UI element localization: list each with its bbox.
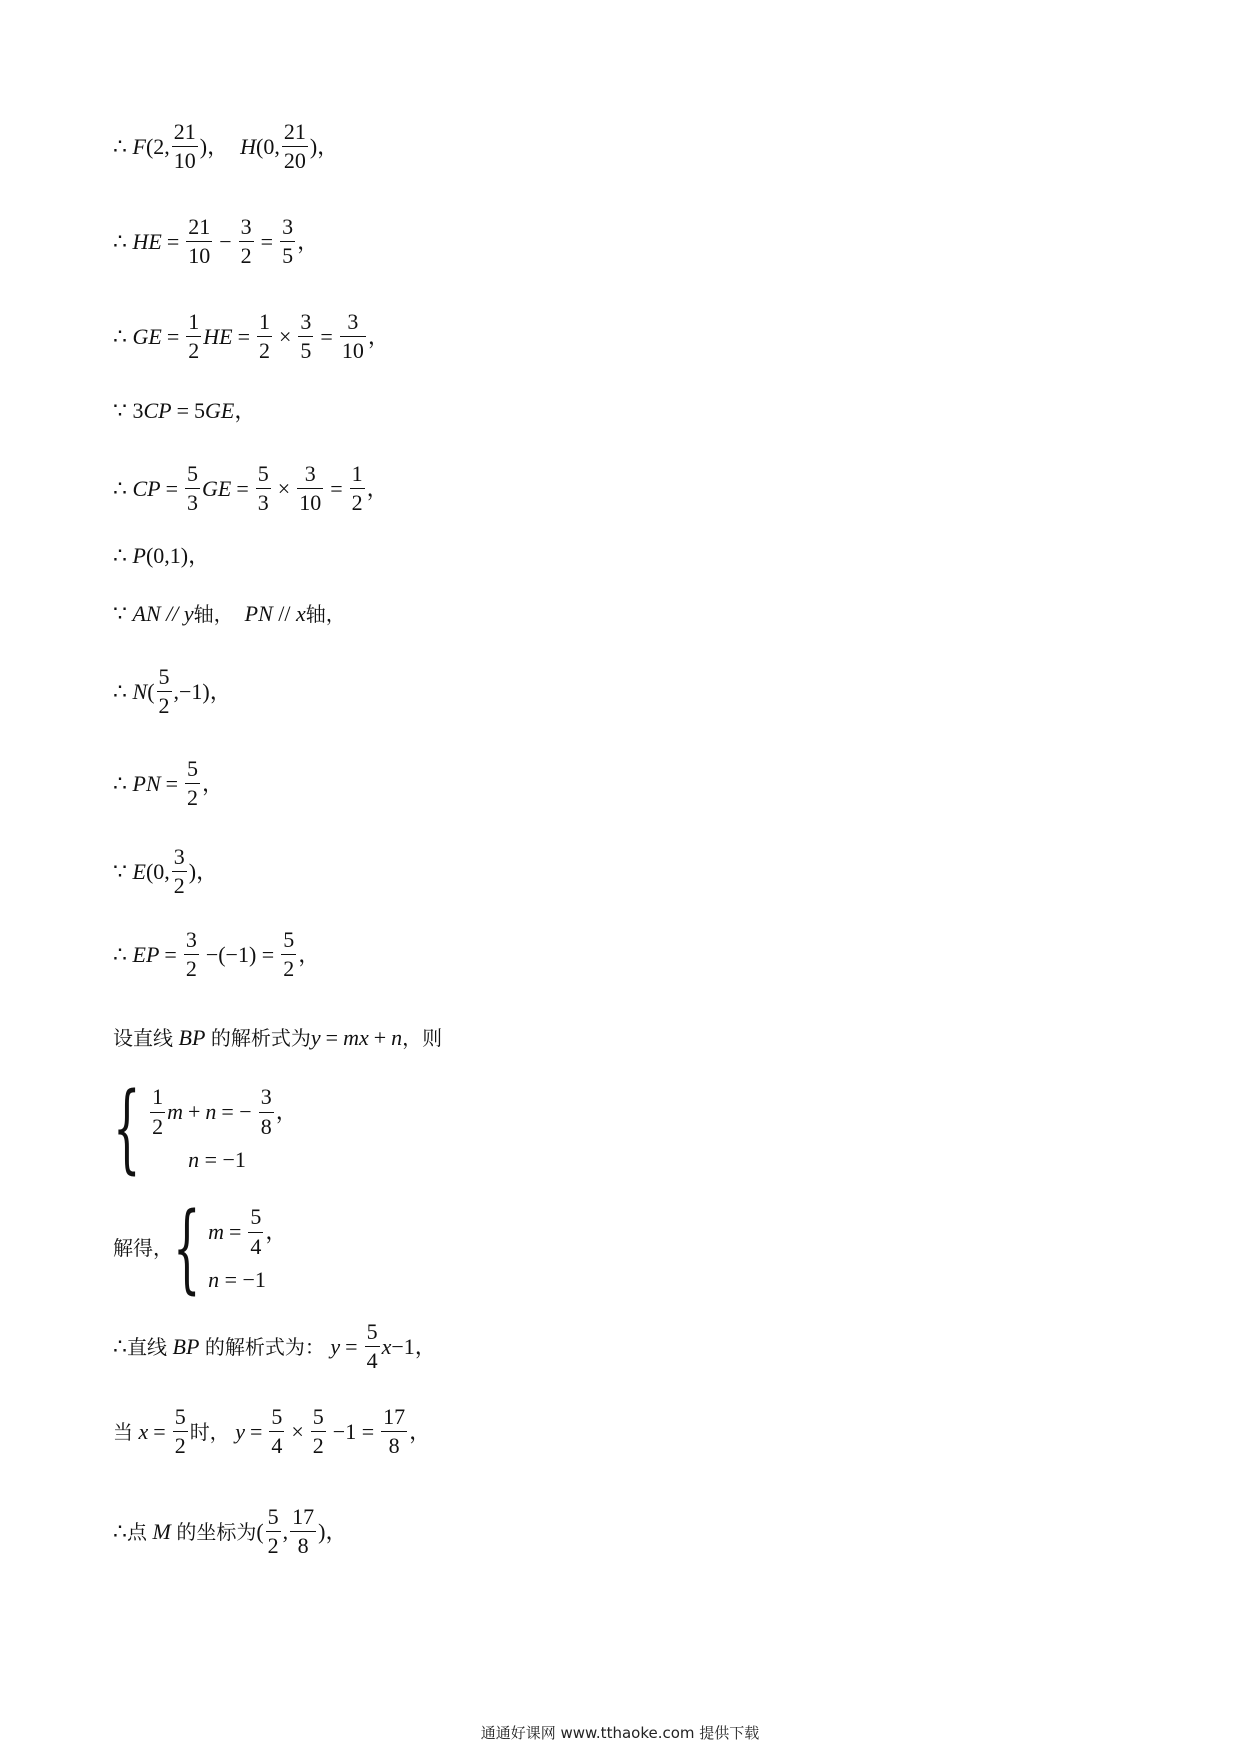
fraction [172, 845, 187, 898]
denominator: 3 [187, 490, 199, 516]
cn-text: 轴， [305, 602, 346, 626]
operator: = − [221, 1099, 252, 1124]
denominator: 2 [312, 1433, 324, 1459]
fraction [256, 462, 271, 515]
expression: −1 = [332, 1418, 375, 1444]
denominator: 10 [341, 338, 364, 364]
denominator: 10 [299, 490, 322, 516]
expression: = −1 [224, 1266, 266, 1292]
punct: ， [275, 1099, 298, 1124]
numerator: 3 [304, 461, 316, 486]
because-symbol: ∵ [113, 398, 127, 423]
line-12 [113, 1027, 442, 1049]
coords: (0,1) [145, 543, 189, 568]
variable: y [310, 1025, 321, 1050]
fraction [298, 310, 313, 363]
numerator: 1 [152, 1084, 164, 1110]
equation-system-2 [113, 1192, 288, 1304]
therefore-symbol: ∴ [113, 228, 127, 254]
fraction [172, 120, 198, 173]
punct: ， [202, 770, 225, 796]
denominator: 2 [174, 1433, 186, 1459]
line-9: ∴ PN = $\frac{5}{2}$ ， [113, 756, 225, 811]
variable: CP [132, 475, 161, 501]
numerator: 5 [283, 927, 295, 952]
number: 5 [194, 398, 206, 423]
therefore-symbol: ∴ [113, 543, 127, 568]
fraction [173, 1405, 188, 1458]
therefore-symbol: ∴ [113, 323, 127, 349]
fraction [257, 310, 272, 363]
numerator: 21 [173, 119, 196, 144]
parallel-symbol: // [166, 601, 179, 626]
fraction [281, 928, 296, 981]
numerator: 3 [173, 844, 185, 869]
denominator: 10 [188, 243, 211, 269]
line-15 [113, 1320, 437, 1373]
segment: BP [178, 1025, 206, 1050]
cn-text: 设直线 [113, 1026, 173, 1050]
denominator: 2 [267, 1533, 279, 1559]
denominator: 2 [152, 1113, 164, 1139]
expression: −1 [391, 1333, 415, 1359]
cn-text: 的解析式为 [210, 1026, 311, 1050]
cn-text: 解得， [113, 1236, 173, 1260]
cn-text: 点 [127, 1519, 147, 1544]
numerator: 5 [257, 461, 269, 486]
parallel-symbol: // [278, 601, 291, 626]
fraction [340, 310, 366, 363]
numerator: 5 [250, 1204, 262, 1230]
punct: ， [196, 858, 219, 884]
numerator: 3 [347, 309, 359, 334]
segment: AN [132, 601, 161, 626]
denominator: 20 [283, 148, 306, 174]
point-label: P [132, 543, 146, 568]
variable: y [330, 1333, 341, 1359]
variable: m [208, 1219, 224, 1244]
point-label: F [132, 133, 146, 159]
cn-text: 直线 [127, 1334, 167, 1359]
fraction [248, 1205, 263, 1258]
numerator: 17 [383, 1404, 406, 1429]
number: 3 [132, 398, 144, 423]
variable: x [138, 1418, 149, 1444]
fraction [186, 215, 212, 268]
numerator: 5 [174, 1404, 186, 1429]
denominator: 2 [173, 873, 185, 899]
cn-text: ，则 [402, 1026, 443, 1050]
numerator: 21 [188, 214, 211, 239]
because-symbol: ∵ [113, 601, 127, 626]
line-7 [113, 603, 346, 625]
fraction [239, 215, 254, 268]
fraction [280, 215, 295, 268]
point-label: E [132, 858, 146, 884]
fraction [282, 120, 308, 173]
punct: ， [234, 398, 257, 423]
coord: 2, [153, 133, 170, 159]
numerator: 3 [282, 214, 294, 239]
denominator: 2 [158, 693, 170, 719]
variable: HE [203, 323, 233, 349]
line-16: 当 x = $\frac{5}{2}$ 时， y = $\frac{5}{4}$ × $\frac{5}{2}$ −1 = $\frac{17}{8}$ ， [113, 1404, 432, 1459]
coord: 0, [263, 133, 280, 159]
numerator: 17 [292, 1504, 315, 1529]
denominator: 8 [260, 1113, 272, 1139]
fraction [311, 1405, 326, 1458]
numerator: 3 [260, 1084, 272, 1110]
line-5: ∴ CP = $\frac{5}{3}$ GE = $\frac{5}{3}$ × $\frac{3}{10}$ = $\frac{1}{2}$ ， [113, 461, 389, 516]
punct: ， [265, 1219, 288, 1244]
punct: ， [409, 1418, 432, 1444]
fraction [290, 1505, 316, 1558]
equation-system-1 [113, 1072, 298, 1184]
cn-text: 的坐标为 [176, 1519, 257, 1544]
numerator: 1 [351, 461, 363, 486]
expression: = −1 [204, 1146, 246, 1172]
variable: n [391, 1025, 403, 1050]
punct: ， [209, 678, 232, 704]
variable: n [205, 1099, 217, 1124]
separator: ， [207, 133, 230, 159]
punct: ， [325, 1518, 348, 1544]
punct: ， [317, 133, 340, 159]
therefore-symbol: ∴ [113, 1333, 127, 1359]
cn-text: 当 [113, 1419, 133, 1444]
cn-text: 时， [189, 1419, 230, 1444]
fraction [266, 1505, 281, 1558]
line-11: ∴ EP = $\frac{3}{2}$ −(−1) = $\frac{5}{2}$ ， [113, 927, 321, 982]
denominator: 5 [300, 338, 312, 364]
denominator: 10 [173, 148, 196, 174]
therefore-symbol: ∴ [113, 475, 127, 501]
denominator: 2 [259, 338, 270, 364]
segment: PN [244, 601, 273, 626]
fraction [185, 462, 200, 515]
segment: BP [172, 1333, 200, 1359]
coords: (0, [145, 858, 170, 884]
variable: y [235, 1418, 245, 1444]
variable: n [188, 1146, 200, 1172]
operator: = [325, 1025, 339, 1050]
numerator: 5 [158, 664, 170, 689]
therefore-symbol: ∴ [113, 1518, 127, 1544]
operator: + [373, 1025, 387, 1050]
operator: = [153, 1418, 166, 1444]
variable: x [381, 1333, 392, 1359]
numerator: 21 [283, 119, 306, 144]
fraction [185, 757, 200, 810]
denominator: 8 [297, 1533, 309, 1559]
variable: HE [132, 228, 162, 254]
variable: m [167, 1099, 183, 1124]
because-symbol: ∵ [113, 858, 127, 884]
variable: mx [343, 1025, 369, 1050]
line-8: ∴ N ( $\frac{5}{2}$ ,−1) ， [113, 664, 232, 719]
fraction [350, 462, 365, 515]
fraction [184, 928, 199, 981]
therefore-symbol: ∴ [113, 770, 127, 796]
fraction [381, 1405, 407, 1458]
denominator: 2 [187, 785, 199, 811]
punct: ， [366, 475, 389, 501]
punct: ， [297, 228, 320, 254]
variable: GE [202, 475, 232, 501]
numerator: 5 [187, 461, 199, 486]
therefore-symbol: ∴ [113, 133, 127, 159]
punct: ， [188, 543, 211, 568]
left-brace: { [173, 1192, 201, 1304]
numerator: 5 [366, 1319, 378, 1344]
numerator: 3 [240, 214, 252, 239]
numerator: 5 [271, 1404, 283, 1429]
line-4: ∵ 3 CP = 5 GE ， [113, 398, 257, 423]
numerator: 5 [312, 1404, 324, 1429]
punct: ， [298, 941, 321, 967]
denominator: 5 [282, 243, 294, 269]
denominator: 2 [351, 490, 363, 516]
fraction [365, 1320, 380, 1373]
line-3: ∴ GE = $\frac{1}{2}$ HE = $\frac{1}{2}$ × $\frac{3}{5}$ = $\frac{3}{10}$ ， [113, 309, 390, 364]
denominator: 4 [250, 1233, 262, 1259]
operator: + [187, 1099, 201, 1124]
numerator: 3 [300, 309, 312, 334]
numerator: 5 [267, 1504, 279, 1529]
variable: GE [205, 398, 235, 423]
denominator: 2 [188, 338, 200, 364]
fraction [150, 1085, 165, 1138]
fraction [269, 1405, 284, 1458]
denominator: 4 [271, 1433, 283, 1459]
denominator: 4 [366, 1348, 378, 1374]
variable: CP [143, 398, 172, 423]
fraction [157, 665, 172, 718]
left-brace: { [113, 1072, 141, 1184]
denominator: 2 [240, 243, 252, 269]
denominator: 2 [283, 956, 295, 982]
line-2: ∴ HE = $\frac{21}{10}$ − $\frac{3}{2}$ = $\frac{3}{5}$ ， [113, 214, 320, 269]
numerator: 1 [188, 309, 200, 334]
variable: n [208, 1266, 220, 1292]
operator: = [228, 1219, 242, 1244]
variable: PN [132, 770, 161, 796]
variable: EP [132, 941, 160, 967]
fraction [297, 462, 323, 515]
numerator: 5 [187, 756, 199, 781]
line-1: ∴ F ( 2, $\frac{21}{10}$ ) ， H ( 0, $\frac{21}{20}$ ) ， [113, 119, 340, 174]
page-footer: 通通好课网 www.tthaoke.com 提供下载 [480, 1724, 760, 1742]
line-6 [113, 545, 210, 567]
fraction [259, 1085, 274, 1138]
punct: ， [367, 323, 390, 349]
variable: y [183, 601, 194, 626]
denominator: 8 [388, 1433, 400, 1459]
variable: GE [132, 323, 162, 349]
point-label: M [152, 1518, 171, 1544]
point-label: N [132, 678, 148, 704]
variable: x [295, 601, 306, 626]
point-label: H [240, 133, 257, 159]
therefore-symbol: ∴ [113, 678, 127, 704]
therefore-symbol: ∴ [113, 941, 127, 967]
numerator: 1 [259, 309, 270, 334]
coords: ,−1) [173, 678, 210, 704]
denominator: 3 [257, 490, 269, 516]
cn-text: 的解析式为： [204, 1334, 325, 1359]
coords: ) [188, 858, 197, 884]
fraction [186, 310, 201, 363]
denominator: 2 [185, 956, 197, 982]
punct: ， [414, 1333, 437, 1359]
line-10 [113, 845, 218, 898]
line-17: ∴ 点 M 的坐标为 ( $\frac{5}{2}$ , $\frac{17}{8}$ ) ， [113, 1504, 348, 1559]
expression: −(−1) = [205, 941, 275, 967]
operator: = [345, 1333, 358, 1359]
cn-text: 轴， [193, 602, 234, 626]
numerator: 3 [185, 927, 197, 952]
